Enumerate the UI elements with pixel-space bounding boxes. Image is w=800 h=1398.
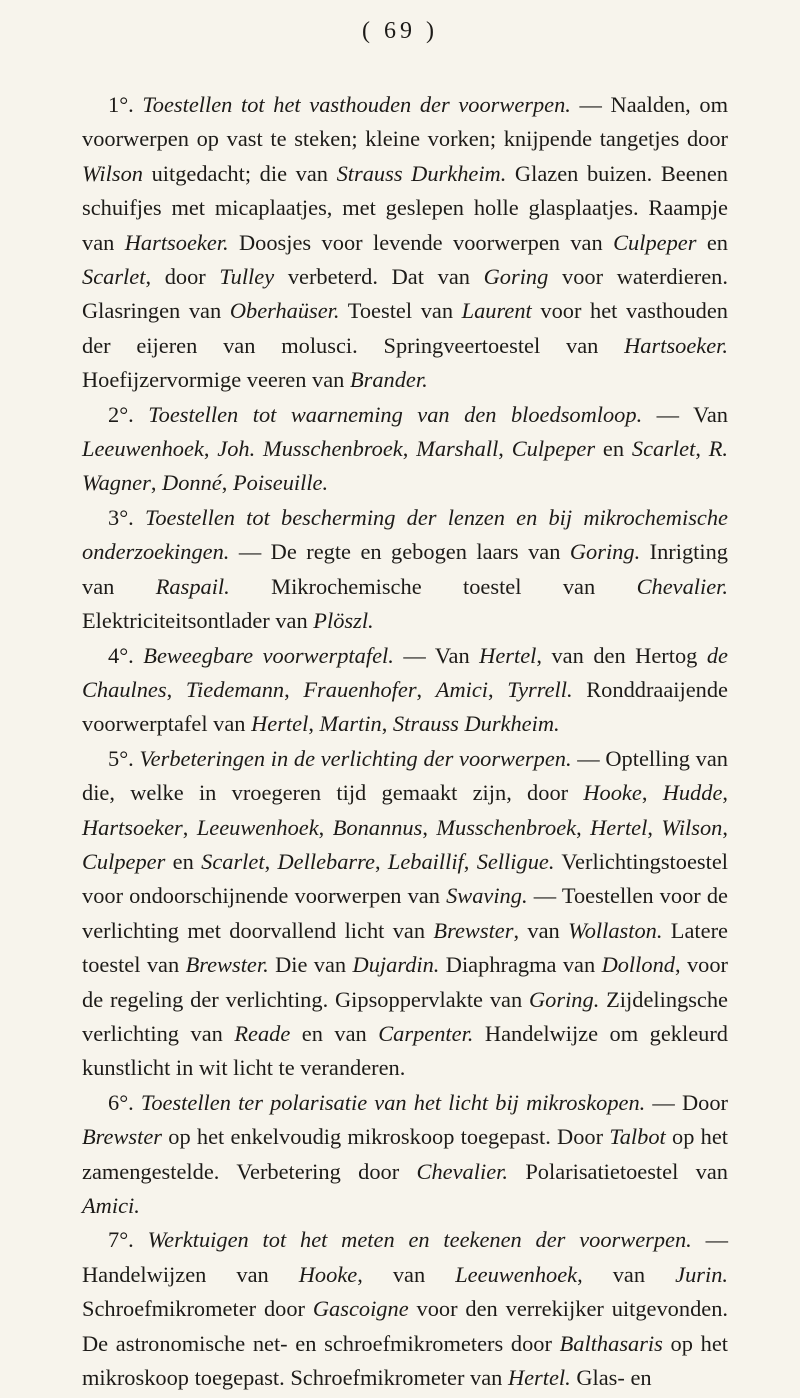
body-text: Inrigting van [82,539,728,599]
body-text: , [498,436,512,462]
person-name: Hertel. [507,1365,571,1391]
section-number: 3°. [108,504,145,530]
person-name: Reade [234,1020,291,1046]
body-text: — Door [645,1089,729,1115]
body-text: , [221,470,233,496]
body-text: — Handelwijzen van [82,1227,728,1287]
person-name: Culpeper [82,848,166,874]
person-name: Marshall [416,436,499,462]
body-text: Glazen buizen. Beenen schuifjes met micaplaatjes, met geslepen holle glasplaatjes. Raampje van [82,160,728,255]
body-text: , [722,780,728,806]
person-name: Tiedemann [185,676,285,702]
person-name: Goring. [529,986,600,1012]
body-text: en van [290,1020,379,1046]
body-text: , [641,780,663,806]
section-number: 5°. [108,745,140,771]
body-text: Hoefijzervormige veeren van [82,367,350,393]
section-title: Toestellen tot het vasthouden der voorwerpen. [142,92,571,117]
person-name: Wilson [82,160,143,186]
body-text: voor den verrekijker uitgevonden. De astronomische net- en schroefmikrometers door [82,1296,728,1356]
body-text: uitgedacht; die van [142,160,337,186]
body-text: Handelwijze om gekleurd kunstlicht in wit licht te veranderen. [82,1020,728,1081]
section-paragraph [82,742,728,1086]
person-name: Wilson [661,814,723,840]
person-name: Selligue. [476,848,555,874]
person-name: Culpeper [511,436,596,462]
body-text: en [165,848,202,874]
body-text: — De regte en gebogen laars van [229,539,570,565]
person-name: Strauss Durkheim. [392,711,560,737]
body-text: — Van [393,642,480,668]
person-name: Swaving. [446,883,528,909]
person-name: Musschenbroek [436,814,577,840]
person-name: Hertel [251,711,309,737]
person-name: Tulley [219,264,275,290]
person-name: Tyrrell. [507,676,573,702]
person-name: Balthasaris [559,1330,663,1356]
body-text: , van [357,1261,456,1287]
person-name: Hooke [583,780,642,806]
body-text: en [696,229,728,255]
person-name: Scarlet [631,436,696,462]
body-text: Diaphragma van [439,952,602,978]
body-text: , [488,676,508,702]
person-name: Raspail. [155,573,230,599]
body-text: voor het vasthouden der eijeren van molusci. Springveertoestel van [82,298,728,358]
person-name: de Chaulnes [82,642,728,702]
person-name: Talbot [609,1124,666,1150]
body-text: Ronddraaijende voorwerptafel van [82,676,728,737]
body-text: Elektriciteitsontlader van [82,608,314,634]
person-name: R. Wagner [82,436,729,496]
body-text: , [203,436,218,462]
body-text: , [422,814,437,840]
section-title: Toestellen tot waarneming van den bloedsomloop. [148,401,643,427]
body-text: — Van [642,401,728,427]
person-name: Laurent [461,298,532,324]
person-name: Gascoigne [312,1296,409,1322]
person-name: Donné [162,470,222,496]
body-text: Verlichtingstoestel voor ondoorschijnende voorwerpen van [82,848,729,909]
person-name: Plöszl. [313,608,374,634]
section-title: Werktuigen tot het meten en teekenen der voorwerpen. [147,1227,692,1253]
person-name: Carpenter. [378,1020,474,1046]
body-text: Die van [268,952,353,978]
person-name: Chevalier. [416,1158,508,1184]
body-text: , [463,848,477,874]
body-text: , [166,676,186,702]
body-text: Polarisatietoestel van [507,1158,728,1184]
person-name: Brewster. [185,952,269,978]
body-text: , [695,436,709,462]
section-paragraph [82,1223,728,1395]
person-name: Dollond [601,952,675,978]
body-text: Latere toestel van [82,917,728,978]
person-name: Leeuwenhoek [196,814,319,840]
person-name: Lebaillif [387,848,464,874]
body-text: , [381,711,393,737]
person-name: Martin [319,711,382,737]
body-text: , [647,814,662,840]
person-name: Chevalier. [636,573,728,599]
section-number: 4°. [108,642,144,668]
person-name: Frauenhofer [303,676,417,702]
body-text: verbeterd. Dat van [274,264,484,290]
person-name: Jurin. [675,1261,728,1287]
section-title: Beweegbare voorwerptafel. [143,642,394,668]
body-text: Glas- en [570,1365,652,1391]
person-name: Goring [483,264,549,290]
person-name: Leeuwenhoek [82,436,204,462]
section-title: Toestellen tot bescherming der lenzen en bij mikrochemische onderzoekingen. [82,504,728,565]
body-text: — Naalden, om voorwerpen op vast te steken; kleine vorken; knijpende tangetjes door [82,92,728,152]
person-name: Brewster [433,917,514,943]
section-number: 6°. [108,1089,141,1115]
body-text: Schroefmikrometer door [82,1296,313,1322]
person-name: Hertel [590,814,648,840]
body-text: Doosjes voor levende voorwerpen van [228,229,614,255]
section-paragraph [82,501,728,639]
section-number: 2°. [108,401,149,427]
body-text: , [416,676,436,702]
person-name: Culpeper [613,229,697,255]
person-name: Hertel [479,642,537,668]
person-name: Brander. [349,367,428,393]
body-text: , [284,676,304,702]
person-name: Scarlet [201,848,265,874]
body-text: op het zamengestelde. Verbetering door [82,1124,728,1184]
body-text: , [374,848,388,874]
body-text: — Toestellen voor de verlichting met doorvallend licht van [82,883,728,943]
section-title: Toestellen ter polarisatie van het licht bij mikroskopen. [140,1089,646,1115]
person-name: Hooke [298,1261,358,1287]
body-text: , [264,848,278,874]
page-body [82,88,728,1395]
page-number: ( 69 ) [362,18,438,44]
body-text: , [182,814,197,840]
person-name: Scarlet [82,264,146,290]
person-name: Amici [435,676,489,702]
body-text: , voor de regeling der verlichting. Gipsoppervlakte van [82,952,728,1012]
section-paragraph [82,639,728,742]
body-text: , [308,711,320,737]
person-name: Hartsoeker [82,814,183,840]
body-text: op het mikroskoop toegepast. Schroefmikrometer van [82,1330,728,1391]
body-text: , [576,814,591,840]
person-name: Goring. [569,539,641,565]
section-number: 1°. [108,92,143,117]
person-name: Oberhaüser. [229,298,340,324]
body-text: , [402,436,417,462]
body-text: , van [577,1261,676,1287]
body-text: Toestel van [339,298,462,324]
section-paragraph [82,88,728,398]
person-name: Dujardin. [352,952,440,978]
body-text: en [595,436,632,462]
section-paragraph [82,1086,728,1224]
body-text: , [722,814,728,840]
body-text: , door [145,264,220,290]
person-name: Wollaston. [568,917,663,943]
person-name: Strauss Durkheim. [336,160,507,186]
person-name: Hartsoeker. [124,229,229,255]
body-text: , van den Hertog [536,642,707,668]
section-title: Verbeteringen in de verlichting der voorwerpen. [139,745,572,771]
person-name: Amici. [82,1193,140,1218]
body-text: , [318,814,333,840]
body-text: op het enkelvoudig mikroskoop toegepast. Door [162,1124,610,1150]
body-text: Mikrochemische toestel van [229,573,637,599]
body-text: Zijdelingsche verlichting van [82,986,728,1046]
body-text: , [150,470,163,496]
body-text: — Optelling van die, welke in vroegeren tijd gemaakt zijn, door [82,745,728,806]
person-name: Hudde [662,780,723,806]
person-name: Joh. Musschenbroek [217,436,403,462]
person-name: Hartsoeker. [624,332,728,358]
body-text: voor waterdieren. Glasringen van [82,264,728,324]
body-text: , van [513,917,569,943]
person-name: Leeuwenhoek [455,1261,578,1287]
person-name: Dellebarre [277,848,375,874]
person-name: Poiseuille. [232,470,329,496]
section-paragraph [82,398,728,501]
person-name: Bonannus [332,814,423,840]
person-name: Brewster [82,1124,163,1150]
section-number: 7°. [108,1227,148,1253]
